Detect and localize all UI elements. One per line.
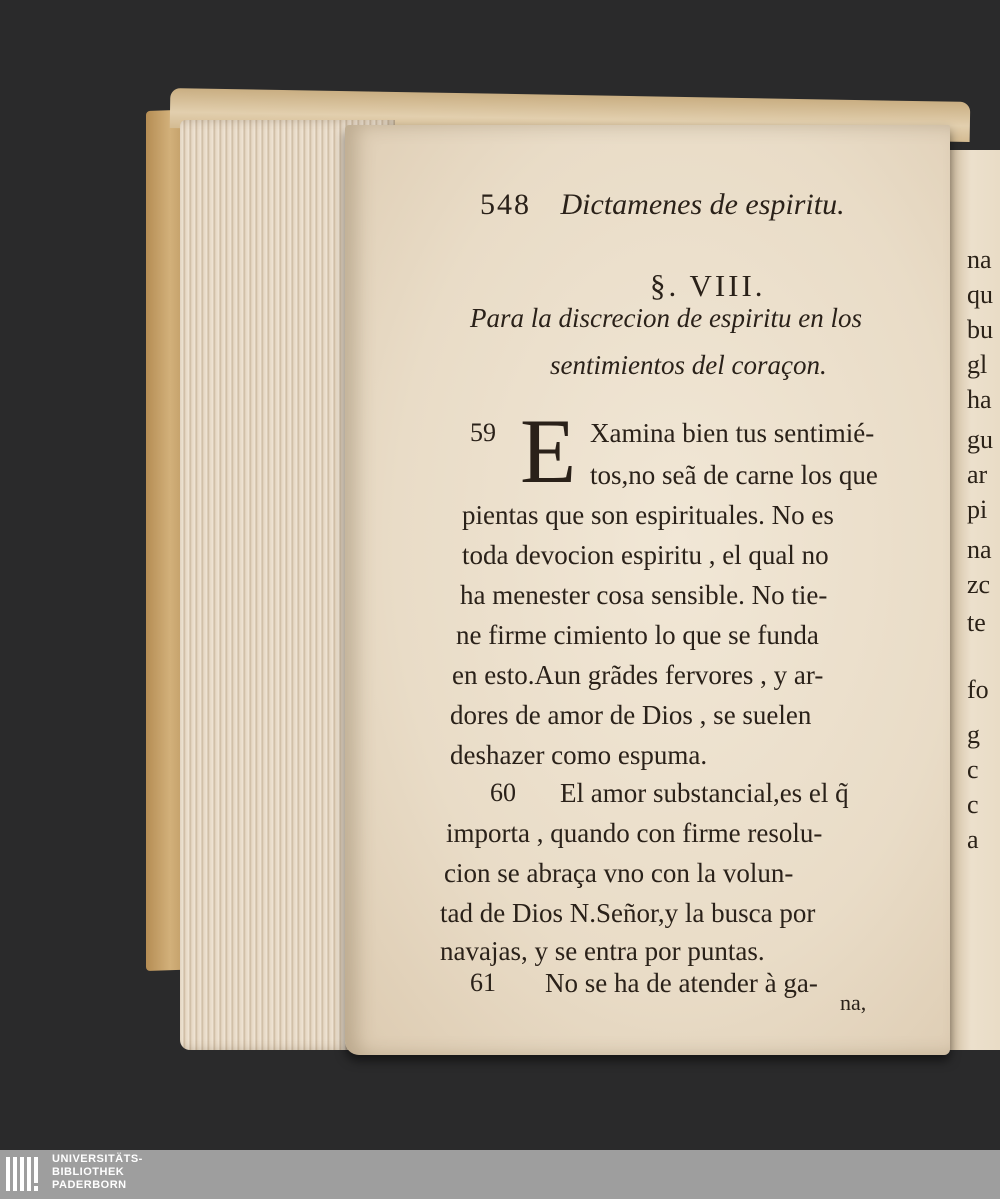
facing-fragment: zc — [967, 570, 991, 599]
text-line: tos,no seã de carne los que — [590, 460, 878, 490]
facing-fragment: ar — [967, 460, 988, 489]
text-line: pientas que son espirituales. No es — [462, 500, 834, 530]
catchword: na, — [840, 990, 867, 1015]
text-line: importa , quando con firme resolu- — [446, 818, 823, 848]
facing-page — [945, 150, 1000, 1050]
library-logo-icon — [4, 1153, 48, 1195]
facing-fragment: na — [967, 245, 992, 274]
facing-fragment: ha — [967, 385, 992, 414]
paragraph-number: 61 — [470, 968, 496, 997]
facing-fragment: qu — [967, 280, 993, 309]
text-line: toda devocion espiritu , el qual no — [462, 540, 829, 570]
section-number: §. VIII. — [650, 268, 766, 303]
footer-bar — [0, 1150, 1000, 1199]
facing-fragment: pi — [967, 495, 988, 524]
logo-line: UNIVERSITÄTS- — [52, 1153, 143, 1165]
facing-fragment: g — [967, 720, 980, 749]
facing-fragment: gl — [967, 350, 988, 379]
text-line: ne firme cimiento lo que se funda — [456, 620, 819, 650]
section-title-line: Para la discrecion de espiritu en los — [470, 303, 862, 333]
facing-fragment: c — [967, 755, 979, 784]
facing-fragment: bu — [967, 315, 993, 344]
facing-fragment: c — [967, 790, 979, 819]
text-line: cion se abraça vno con la volun- — [444, 858, 794, 888]
paragraph-number: 60 — [490, 778, 516, 807]
paragraph-number: 59 — [470, 418, 496, 447]
text-line: Xamina bien tus sentimié- — [590, 418, 875, 448]
text-line: ha menester cosa sensible. No tie- — [460, 580, 828, 610]
logo-line: PADERBORN — [52, 1179, 127, 1191]
text-line: dores de amor de Dios , se suelen — [450, 700, 812, 730]
facing-fragment: fo — [967, 675, 989, 704]
drop-cap: E — [520, 400, 577, 502]
facing-fragment: te — [967, 608, 986, 637]
logo-line: BIBLIOTHEK — [52, 1166, 125, 1178]
text-line: en esto.Aun grãdes fervores , y ar- — [452, 660, 824, 690]
running-head — [480, 188, 845, 222]
page-number: 548 — [480, 188, 531, 221]
text-line: No se ha de atender à ga- — [545, 968, 818, 998]
section-title-line: sentimientos del coraçon. — [550, 350, 827, 380]
facing-fragment: na — [967, 535, 992, 564]
facing-fragment: gu — [967, 425, 993, 454]
running-title: Dictamenes de espiritu. — [560, 188, 845, 221]
text-line: deshazer como espuma. — [450, 740, 708, 770]
facing-fragment: a — [967, 825, 979, 854]
text-line: El amor substancial,es el q̃ — [560, 778, 849, 808]
text-line: tad de Dios N.Señor,y la busca por — [440, 898, 816, 928]
library-logo-text — [52, 1153, 143, 1192]
text-line: navajas, y se entra por puntas. — [440, 936, 765, 966]
